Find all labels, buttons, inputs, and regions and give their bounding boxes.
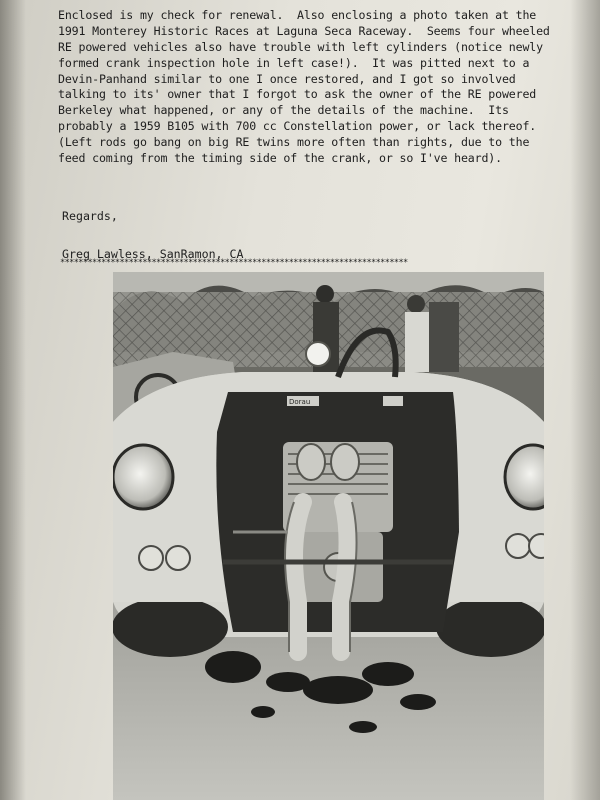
race-car-photo-illustration — [113, 272, 544, 800]
letter-line: probably a 1959 B105 with 700 cc Constellation power, or lack thereof. — [58, 119, 537, 134]
letter-line: talking to its' owner that I forgot to ask the owner of the RE powered — [58, 87, 537, 102]
letter-line: formed crank inspection hole in left case!). It was pitted next to a — [58, 55, 530, 70]
letter-line: RE powered vehicles also have trouble with left cylinders (notice newly — [58, 39, 543, 54]
helmet — [306, 342, 330, 366]
race-car-photo — [113, 272, 544, 800]
asterisk-divider: **************************************************************************** — [60, 258, 408, 268]
letter-line: Enclosed is my check for renewal. Also enclosing a photo taken at the — [58, 8, 537, 22]
car-badge-text: Dorau — [289, 398, 311, 406]
letter-line: Devin-Panhand similar to one I once restored, and I got so involved — [58, 71, 516, 86]
letter-line: 1991 Monterey Historic Races at Laguna Seca Raceway. Seems four wheeled — [58, 23, 550, 38]
letter-signature: Greg Lawless, SanRamon, CA — [62, 247, 244, 261]
letter-line: Berkeley what happened, or any of the details of the machine. Its — [58, 103, 509, 118]
right-side-lamps — [506, 534, 544, 558]
page-binding-shadow — [0, 0, 26, 800]
left-headlamp — [113, 445, 173, 509]
letter-closing: Regards, — [62, 209, 118, 223]
car-plate — [383, 396, 403, 406]
letter-line: feed coming from the timing side of the crank, or so I've heard). — [58, 151, 502, 166]
letter-body — [58, 8, 588, 167]
left-wheel — [113, 597, 228, 657]
right-wheel — [436, 597, 544, 657]
letter-line: (Left rods go bang on big RE twins more often than rights, due to the — [58, 135, 530, 150]
